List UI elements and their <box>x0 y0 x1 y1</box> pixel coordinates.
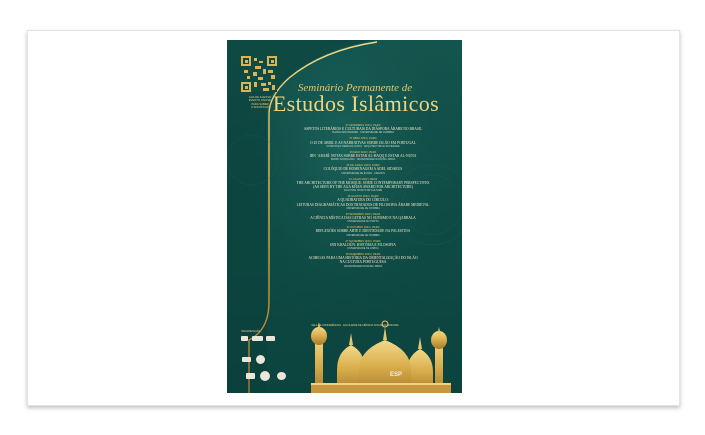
event-title: O 25 DE ABRIL E AS NARRATIVAS SOBRE ISLÃO EM PORTUGAL <box>310 140 416 145</box>
event-speaker: UNIVERSIDADE DE COIMBRA <box>346 206 380 210</box>
event-date: 27 ABRIL 2023 | 15H00 <box>349 137 377 141</box>
event-date: 28 AGOSTO 2023 | 15H00 <box>347 195 379 199</box>
qr-caption: CHA DE ACESSO EVENTO ONLINE PARA SABER A INSCRICAO <box>248 96 272 109</box>
program-event <box>274 226 452 236</box>
event-date: 29 DE JUNHO 2023 | 15H00 <box>346 164 380 168</box>
program-event <box>274 240 452 250</box>
partner-logo <box>252 336 263 341</box>
event-title: IBN KHALDŪN: HISTÓRIA E FILOSOFIA <box>330 242 396 247</box>
event-title: THE ARCHITECTURE OF THE MOSQUE: SOME CONTEMPORARY PERSPECTIVES <box>296 180 430 185</box>
event-date: 18 DEZEMBRO 2023 | 15H00 <box>345 253 381 257</box>
program-event <box>274 124 452 134</box>
event-title: A QUADRATURA DO CÍRCULO: <box>337 198 389 203</box>
program-event <box>274 195 452 210</box>
poster-subtitle: Seminário Permanente de <box>297 82 413 94</box>
partner-logo <box>277 372 286 380</box>
partner-logo <box>260 371 270 381</box>
event-title: IBN ʿARABĪ: NOTAS SOBRE ESTAR AL-HAQQ E ESTAR AL-NUNA <box>309 154 417 159</box>
program-event <box>274 164 452 174</box>
event-date: 25 SETEMBRO 2023 | 15H00 <box>345 212 381 216</box>
organization-label: ORGANIZAÇÃO <box>241 330 261 333</box>
event-date: 25 MAIO 2023 | 15H00 <box>349 150 377 154</box>
program-list <box>274 124 452 271</box>
event-speaker: UNIVERSIDADE DO PORTO <box>347 220 379 224</box>
poster-title: Estudos Islâmicos <box>272 91 440 116</box>
event-title-line2: NA CULTURA PORTUGUESA <box>339 260 387 265</box>
event-title: REFLEXÕES SOBRE ARTE E IDENTIDADE NA PALESTINA <box>315 229 411 234</box>
event-title: ASPETOS LITERÁRIOS E CULTURAIS DA DIÁSPORA ÁRABE NO BRASIL <box>303 127 423 132</box>
event-speaker: PEDRO GONÇALVES · UNIVERSIDADE NOVA DE LISBOA <box>330 158 396 162</box>
venue-info: SALA DE CONFERÊNCIAS · FACULDADE DE CIÊNCIAS SOCIAIS E HUMANAS <box>311 324 399 327</box>
event-date: 27 FEVEREIRO 2023 | 15H00 <box>345 124 381 127</box>
event-title: A CIÊNCIA MÍSTICA DAS LETRAS NO SUFISMO E NA QABBALA <box>310 216 416 221</box>
event-speaker: SUZANA MOUSSAWER · UNIVERSIDADE DE COIMBRA <box>332 131 394 135</box>
event-date: 13 JULHO 2023 | 15H00 <box>348 177 378 181</box>
partner-logo <box>256 355 265 364</box>
event-title: ACHEGAS PARA UMA HISTÓRIA DA ORIENTALIZAÇÃO DO ISLÃO <box>308 256 418 261</box>
partner-logo-text: ESP <box>390 372 403 378</box>
partner-logo <box>242 357 251 362</box>
event-speaker: UNIVERSIDADE DE ÉVORA · CIDEHUS <box>341 171 385 175</box>
event-title-line2: LEITURAS DIAGRAMÁTICAS DOS TRATADOS DE FILOSOFIA ÁRABE MEDIEVAL <box>296 202 430 207</box>
event-date: 27 NOVEMBRO 2023 | 15H00 <box>345 239 381 243</box>
event-speaker: UNIVERSIDADE NOVA DE LISBOA <box>343 264 383 268</box>
event-date: 30 OUTUBRO 2023 | 15H00 <box>346 226 380 230</box>
partner-logo <box>241 336 248 341</box>
event-speaker: AGA KHAN TRUST FOR CULTURE <box>343 189 383 193</box>
program-event <box>274 213 452 223</box>
program-event <box>274 253 452 268</box>
partner-logo <box>246 373 255 379</box>
event-speaker: UNIVERSIDADE DE LISBOA <box>347 247 379 251</box>
partner-logo <box>266 336 275 341</box>
event-speaker: CONSTANÇA VIEIRA DA COSTA · ARQUITECTURA E SOCIEDADE <box>326 144 400 148</box>
event-title-line2: (AS SEEN BY THE AGA KHAN AWARD FOR ARCHITECTURE) <box>313 185 413 190</box>
program-event <box>274 178 452 193</box>
event-title: COLÓQUIO DE HOMENAGEM A ADEL SIDARUS <box>323 167 403 172</box>
event-speaker: UNIVERSIDADE DE COIMBRA <box>346 233 380 237</box>
program-event <box>274 137 452 147</box>
program-event <box>274 151 452 161</box>
